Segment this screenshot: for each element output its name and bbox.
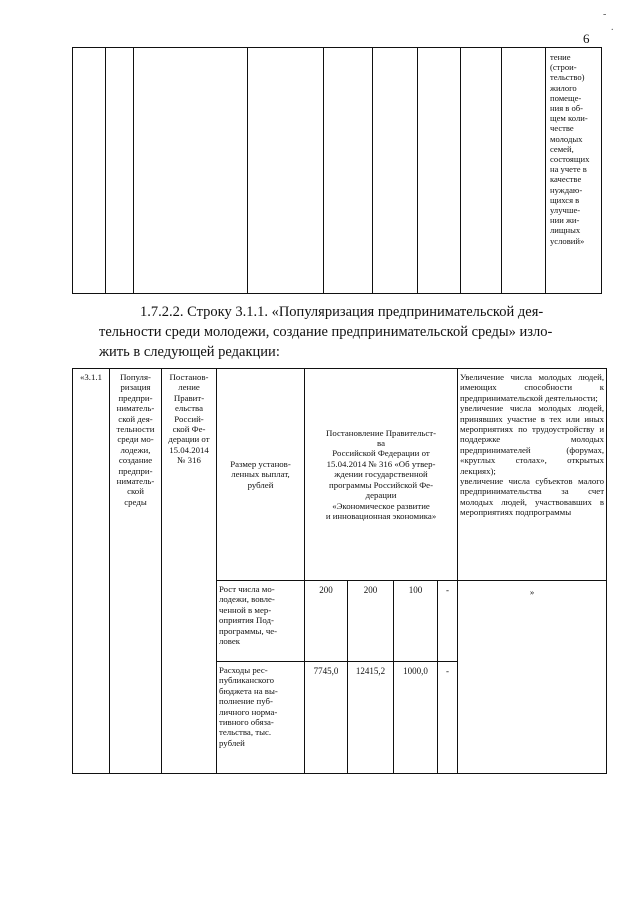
corner-dot: . [611, 22, 614, 33]
top-table-last-cell: тение (строи- тельство) жилого помеще- ния в об- щем коли- честве молодых семей, состоящих на учете в качестве нуждаю- щихся в улучше- нии жи- лищных условий» [550, 52, 590, 246]
legal-basis: Постановление Правительст- ва Российской Федерации от 15.04.2014 № 316 «Об утвер- ждении государственной программы Российской Фе- дерации «Экономическое развитие и инновационная экономика» [305, 369, 458, 581]
column-divider [105, 48, 106, 293]
value-cell: 12415,2 [348, 662, 394, 774]
value-cell: 200 [305, 581, 348, 662]
column-divider [417, 48, 418, 293]
activity-name: Популя- ризация предпри- ниматель- ской дея- тельности среди мо- лодежи, создание предпри- ниматель- ской среды [110, 369, 162, 774]
top-table-fragment [72, 47, 602, 294]
indicator-budget: Расходы рес- публиканского бюджета на вы- полнение пуб- личного норма- тивного обяза- тельства, тыс. рублей [217, 662, 305, 774]
table-row [73, 369, 607, 581]
column-divider [323, 48, 324, 293]
column-divider [501, 48, 502, 293]
column-divider [133, 48, 134, 293]
page-number: 6 [583, 31, 590, 46]
value-cell: - [438, 662, 458, 774]
paragraph-line-1: 1.7.2.2. Строку 3.1.1. «Популяризация предпринимательской дея- [140, 304, 544, 320]
indicator-youth-growth: Рост числа мо- лодежи, вовле- ченной в мер- оприятия Под- программы, че- ловек [217, 581, 305, 662]
main-table [72, 368, 607, 774]
paragraph-line-2: тельности среди молодежи, создание предпринимательской среды» изло- [99, 324, 553, 340]
closing-quote: » [458, 581, 607, 774]
value-cell: 1000,0 [394, 662, 438, 774]
expected-results: Увеличение числа молодых людей, имеющих способности к предпринимательской деятельности; увеличение числа молодых людей, принявших участие в тех или иных мероприятиях по трудоустройству и поддержке молодых предпринимателей (форумах, «круглых столах», открытых лекциях); увеличение числа субъектов малого предпринимательства за счет молодых людей, участвовавших в мероприятиях подпрограммы [458, 369, 607, 581]
paragraph-line-3: жить в следующей редакции: [99, 344, 280, 360]
column-divider [247, 48, 248, 293]
column-divider [372, 48, 373, 293]
column-divider [460, 48, 461, 293]
corner-mark: - [603, 9, 607, 20]
row-code: «3.1.1 [73, 369, 110, 774]
column-divider [545, 48, 546, 293]
amendment-paragraph [99, 302, 601, 362]
value-cell: 7745,0 [305, 662, 348, 774]
indicator-payments: Размер установ- ленных выплат, рублей [217, 369, 305, 581]
legal-document: Постанов- ление Правит- ельства Россий- ской Фе- дерации от 15.04.2014 № 316 [162, 369, 217, 774]
value-cell: 100 [394, 581, 438, 662]
value-cell: - [438, 581, 458, 662]
value-cell: 200 [348, 581, 394, 662]
